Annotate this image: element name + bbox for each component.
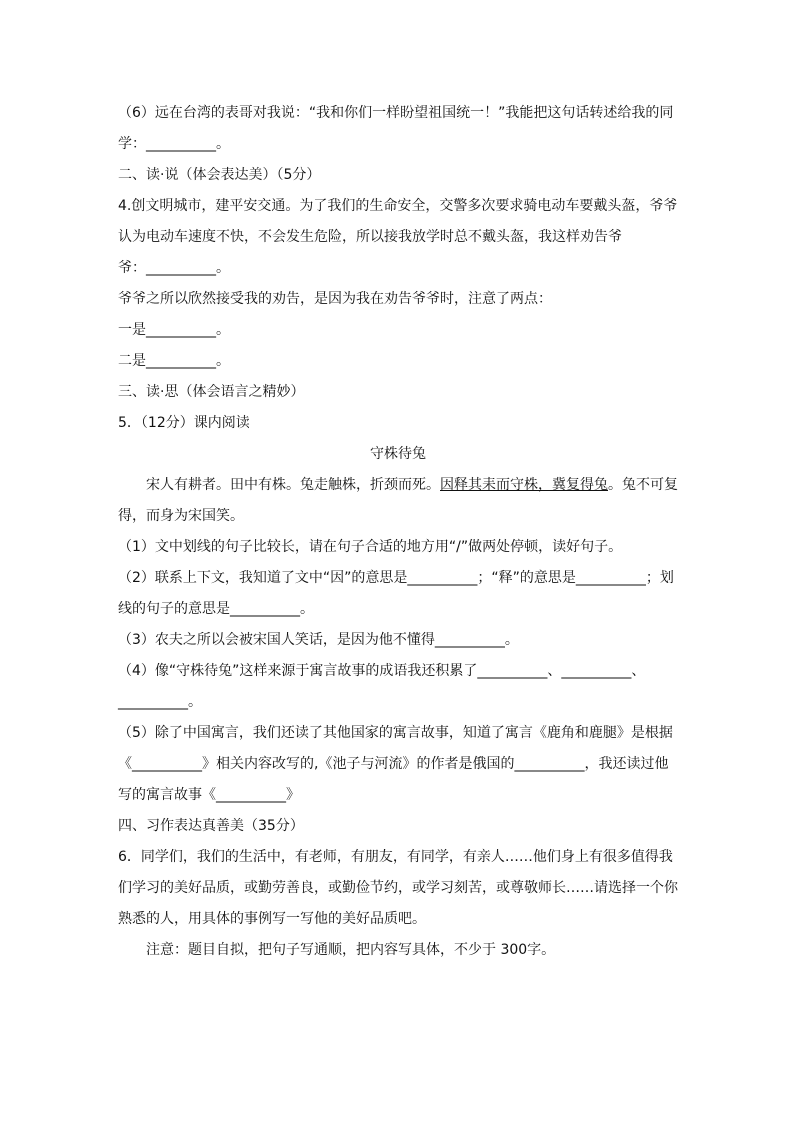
passage-text-before: 宋人有耕者。田中有株。兔走触株，折颈而死。 [146,477,440,493]
passage-title: 守株待兔 [370,446,426,462]
document-page [118,98,678,966]
sub-question-5-line-1: （5）除了中国寓言，我们还读了其他国家的寓言故事，知道了寓言《鹿角和鹿腿》是根据 [118,725,673,741]
section-3-heading: 三、读·思（体会语言之精妙） [118,384,305,400]
sub-question-3: （3）农夫之所以会被宋国人笑话，是因为他不懂得__________。 [118,632,519,648]
sub-question-4-line-1: （4）像“守株待兔”这样来源于寓言故事的成语我还积累了__________、__________、 [118,663,646,679]
sub-question-4-line-2: __________。 [118,694,202,710]
passage-line-2: 得，而身为宋国笑。 [118,508,244,524]
question-6-prompt-line-1: 6．同学们，我们的生活中，有老师，有朋友，有同学，有亲人……他们身上有很多值得我 [118,849,673,865]
question-5-heading: 5．（12分）课内阅读 [118,415,250,431]
sub-question-5-line-3: 写的寓言故事《__________》 [118,787,300,803]
question-4-answer-2: 二是__________。 [118,353,230,369]
writing-note: 注意：题目自拟，把句子写通顺，把内容写具体，不少于 300字。 [146,942,556,958]
question-4-line-1: 4.创文明城市，建平安交通。为了我们的生命安全，交警多次要求骑电动车要戴头盔，爷爷 [118,198,678,214]
question-6-prompt-line-2: 们学习的美好品质，或勤劳善良，或勤俭节约，或学习刻苦，或尊敬师长……请选择一个你 [118,880,678,896]
sub-question-2-line-2: 线的句子的意思是__________。 [118,601,314,617]
sub-question-1: （1）文中划线的句子比较长，请在句子合适的地方用“/”做两处停顿，读好句子。 [118,539,623,555]
question-4-line-4: 爷爷之所以欣然接受我的劝告，是因为我在劝告爷爷时，注意了两点： [118,291,552,307]
question-4-line-2: 认为电动车速度不快，不会发生危险，所以接我放学时总不戴头盔，我这样劝告爷 [118,229,622,245]
question-6-line-2: 学：__________。 [118,136,230,152]
underlined-sentence: 因释其耒而守株，冀复得兔 [440,477,608,493]
question-6-line-1: （6）远在台湾的表哥对我说：“我和你们一样盼望祖国统一！”我能把这句话转述给我的同 [118,105,674,121]
sub-question-2-line-1: （2）联系上下文，我知道了文中“因”的意思是__________；“释”的意思是__________；划 [118,570,674,586]
question-4-answer-1: 一是__________。 [118,322,230,338]
section-2-heading: 二、读·说（体会表达美）（5分） [118,167,321,183]
passage-text-after: 。兔不可复 [608,477,678,493]
passage-line-1 [118,470,678,501]
question-4-line-3: 爷：__________。 [118,260,230,276]
section-4-heading: 四、习作表达真善美（35分） [118,818,304,834]
question-6-prompt-line-3: 熟悉的人，用具体的事例写一写他的美好品质吧。 [118,911,426,927]
sub-question-5-line-2: 《__________》相关内容改写的,《池子与河流》的作者是俄国的__________，我还读过他 [118,756,669,772]
